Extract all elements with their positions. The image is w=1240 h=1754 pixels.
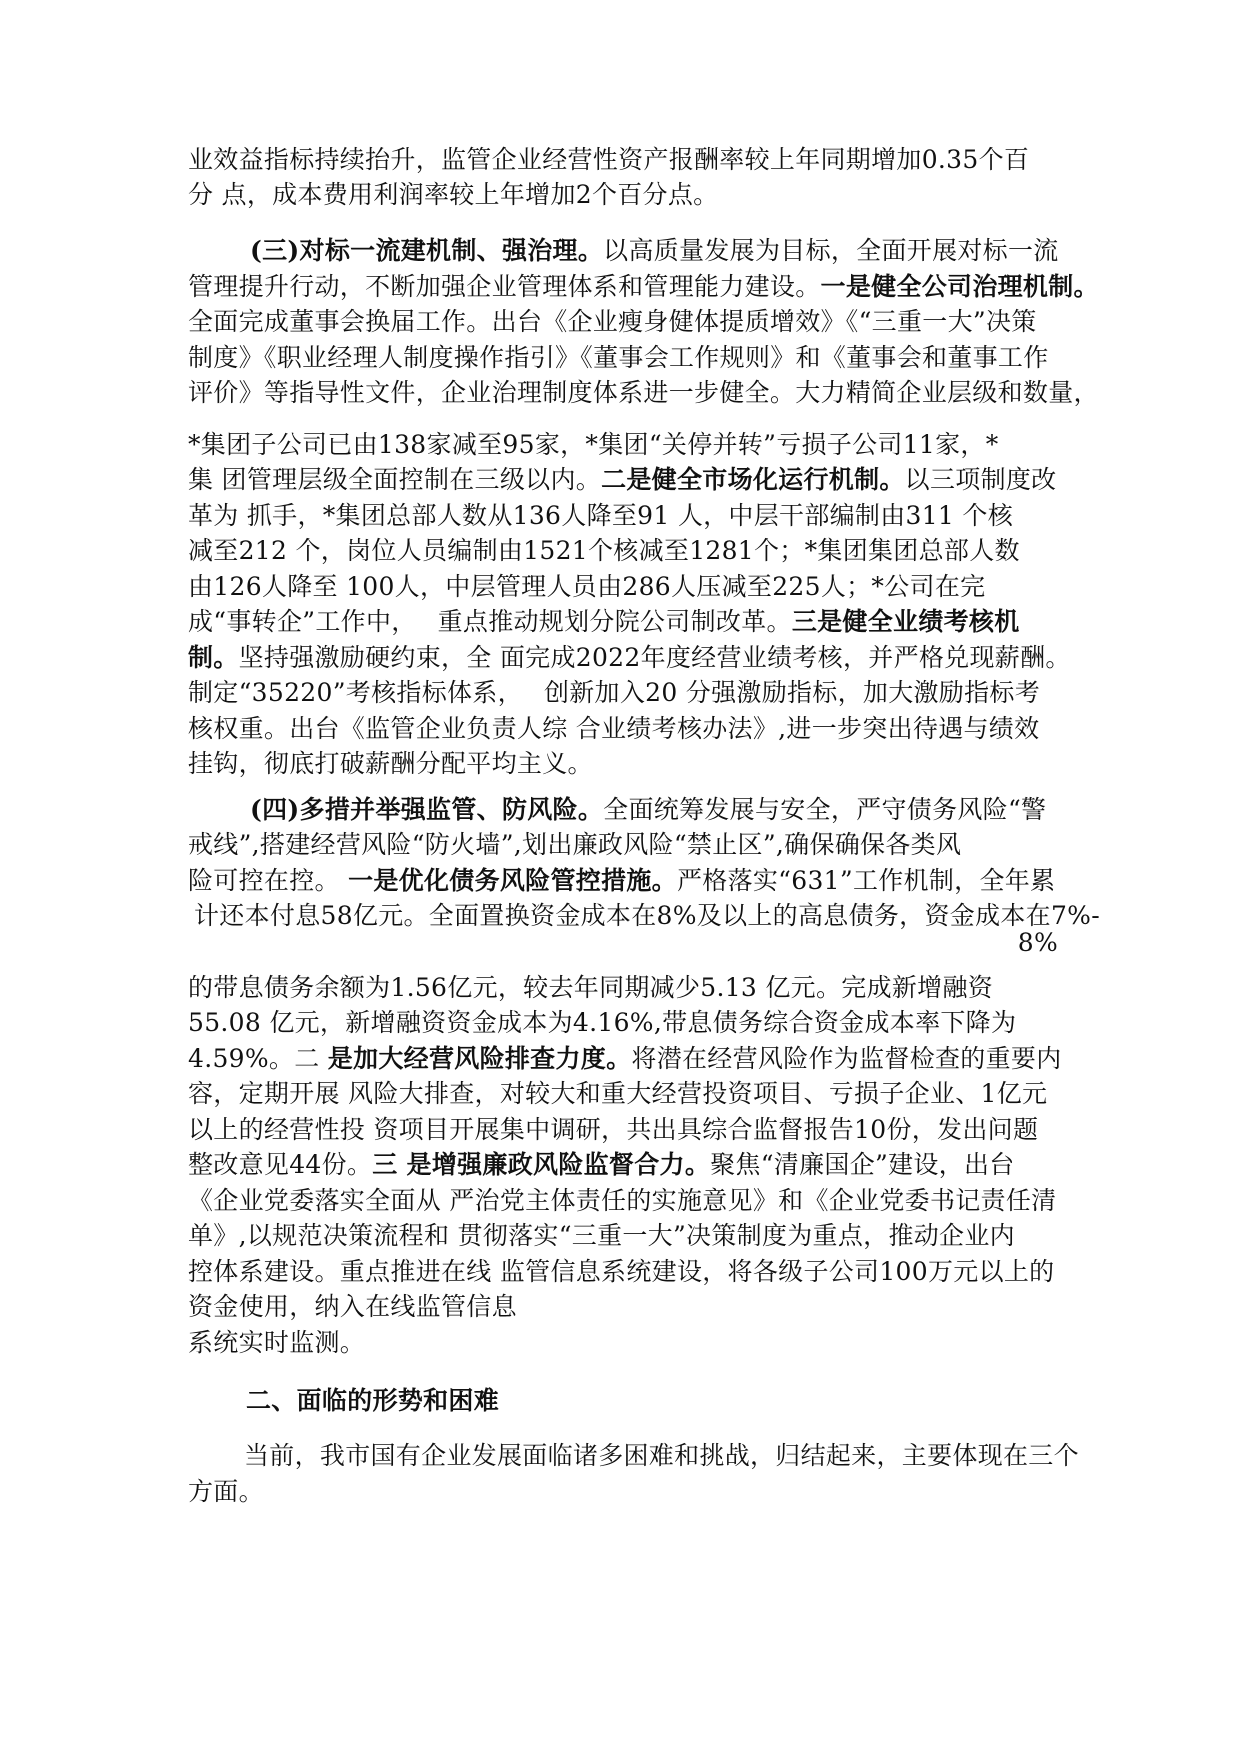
section3-line xyxy=(188,375,1099,411)
text: 容，定期开展 风险大排查，对较大和重大经营投资项目、亏损子企业、1亿元 xyxy=(188,1079,1048,1108)
text: 聚焦“清廉国企”建设，出台 xyxy=(710,1150,1015,1179)
bold-text: 是加大经营风险排查力度。 xyxy=(327,1044,632,1073)
text: 分 点，成本费用利润率较上年增加2个百分点。 xyxy=(188,180,719,209)
section3-line xyxy=(188,269,1099,305)
section3-line xyxy=(188,746,1058,782)
section3-line xyxy=(188,427,1058,463)
text: 革为 抓手，*集团总部人数从136人降至91 人，中层干部编制由311 个核 xyxy=(188,501,1013,530)
text: 严格落实“631”工作机制，全年累 xyxy=(676,866,1056,895)
bold-text: 三 是增强廉政风险监督合力。 xyxy=(372,1150,711,1179)
text: 55.08 亿元，新增融资资金成本为4.16%,带息债务综合资金成本率下降为 xyxy=(188,1008,1017,1037)
text: 全面完成董事会换届工作。出台《企业瘦身健体提质增效》《“三重一大”决策 xyxy=(188,307,1037,336)
text: *集团子公司已由138家减至95家，*集团“关停并转”亏损子公司11家，* xyxy=(188,430,999,459)
text: 以高质量发展为目标，全面开展对标一流 xyxy=(603,236,1059,265)
section3-line xyxy=(188,462,1058,498)
text: 计还本付息58亿元。全面置换资金成本在8%及以上的高息债务，资金成本在7%- xyxy=(194,901,1100,930)
bold-text: 三是健全业绩考核机 xyxy=(791,607,1020,636)
section3-line xyxy=(188,604,1058,640)
section4-line xyxy=(188,863,1058,899)
text: 坚持强激励硬约束，全 面完成2022年度经营业绩考核，并严格兑现薪酬。 xyxy=(238,643,1071,672)
section3-line xyxy=(188,304,1058,340)
text: 当前，我市国有企业发展面临诸多困难和挑战，归结起来，主要体现在三个 xyxy=(244,1441,1079,1470)
section4-line xyxy=(188,1041,1062,1077)
section4-line xyxy=(188,1183,1058,1219)
section4-line xyxy=(188,1218,1058,1254)
text: 戒线”,搭建经营风险“防火墙”,划出廉政风险“禁止区”,确保确保各类风 xyxy=(188,830,962,859)
section3-line xyxy=(188,640,1071,676)
section3-line xyxy=(188,711,1058,747)
bold-text: 二是健全市场化运行机制。 xyxy=(601,465,905,494)
text: 以上的经营性投 资项目开展集中调研，共出具综合监督报告10份，发出问题 xyxy=(188,1115,1039,1144)
text: 由126人降至 100人，中层管理人员由286人压减至225人；*公司在完 xyxy=(188,572,986,601)
section4-line xyxy=(188,1076,1058,1112)
section4-line xyxy=(188,970,1058,1006)
section3-line xyxy=(188,340,1058,376)
text: 挂钩，彻底打破薪酬分配平均主义。 xyxy=(188,749,593,778)
section4-line xyxy=(188,1325,1058,1361)
part2-line xyxy=(188,1438,1079,1474)
text: 的带息债务余额为1.56亿元，较去年同期减少5.13 亿元。完成新增融资 xyxy=(188,973,994,1002)
text: 集 团管理层级全面控制在三级以内。 xyxy=(188,465,602,494)
section4-line xyxy=(188,1254,1058,1290)
section3-line xyxy=(188,569,1058,605)
text: 4.59%。二 xyxy=(188,1044,328,1073)
section3-line xyxy=(188,233,1058,269)
text: 将潜在经营风险作为监督检查的重要内 xyxy=(631,1044,1062,1073)
section3-line xyxy=(188,498,1058,534)
text: 全面统筹发展与安全，严守债务风险“警 xyxy=(603,795,1047,824)
section3-heading: (三)对标一流建机制、强治理。 xyxy=(250,236,604,265)
bold-text: 一是健全公司治理机制。 xyxy=(820,272,1099,301)
section3-line xyxy=(188,675,1058,711)
text: 方面。 xyxy=(188,1477,264,1506)
section4-line xyxy=(188,1005,1058,1041)
text: 整改意见44份。 xyxy=(188,1150,373,1179)
text: 制度》《职业经理人制度操作指引》《董事会工作规则》和《董事会和董事工作 xyxy=(188,343,1049,372)
section4-line xyxy=(188,925,1058,961)
paragraph-line xyxy=(188,142,1058,178)
section3-line xyxy=(188,533,1058,569)
text: 8% xyxy=(1017,928,1058,957)
text: 评价》等指导性文件，企业治理制度体系进一步健全。大力精简企业层级和数量， xyxy=(188,378,1099,407)
section4-line xyxy=(188,827,1058,863)
section4-line xyxy=(188,1147,1058,1183)
text: 管理提升行动，不断加强企业管理体系和管理能力建设。 xyxy=(188,272,821,301)
text: 险可控在控。 xyxy=(188,866,349,895)
text: 《企业党委落实全面从 严治党主体责任的实施意见》和《企业党委书记责任清 xyxy=(188,1186,1057,1215)
text: 资金使用，纳入在线监管信息 xyxy=(188,1292,517,1321)
text: 以三项制度改 xyxy=(904,465,1057,494)
section4-line xyxy=(188,1112,1058,1148)
text: 单》,以规范决策流程和 贯彻落实“三重一大”决策制度为重点，推动企业内 xyxy=(188,1221,1015,1250)
text: 控体系建设。重点推进在线 监管信息系统建设，将各级子公司100万元以上的 xyxy=(188,1257,1055,1286)
section4-line xyxy=(188,792,1058,828)
heading-text: 二、面临的形势和困难 xyxy=(246,1386,500,1415)
section4-heading: (四)多措并举强监管、防风险。 xyxy=(250,795,604,824)
paragraph-line xyxy=(188,177,1058,213)
text: 业效益指标持续抬升，监管企业经营性资产报酬率较上年同期增加0.35个百 xyxy=(188,145,1030,174)
text: 系统实时监测。 xyxy=(188,1328,366,1357)
section4-line xyxy=(188,1289,1058,1325)
bold-text: 一是优化债务风险管控措施。 xyxy=(348,866,677,895)
bold-text: 制。 xyxy=(188,643,239,672)
text: 减至212 个，岗位人员编制由1521个核减至1281个；*集团集团总部人数 xyxy=(188,536,1020,565)
text: 核权重。出台《监管企业负责人综 合业绩考核办法》,进一步突出待遇与绩效 xyxy=(188,714,1040,743)
text: 成“事转企”工作中， 重点推动规划分院公司制改革。 xyxy=(188,607,792,636)
part2-heading xyxy=(246,1383,1116,1419)
text: 制定“35220”考核指标体系， 创新加入20 分强激励指标，加大激励指标考 xyxy=(188,678,1040,707)
part2-line xyxy=(188,1474,1058,1510)
